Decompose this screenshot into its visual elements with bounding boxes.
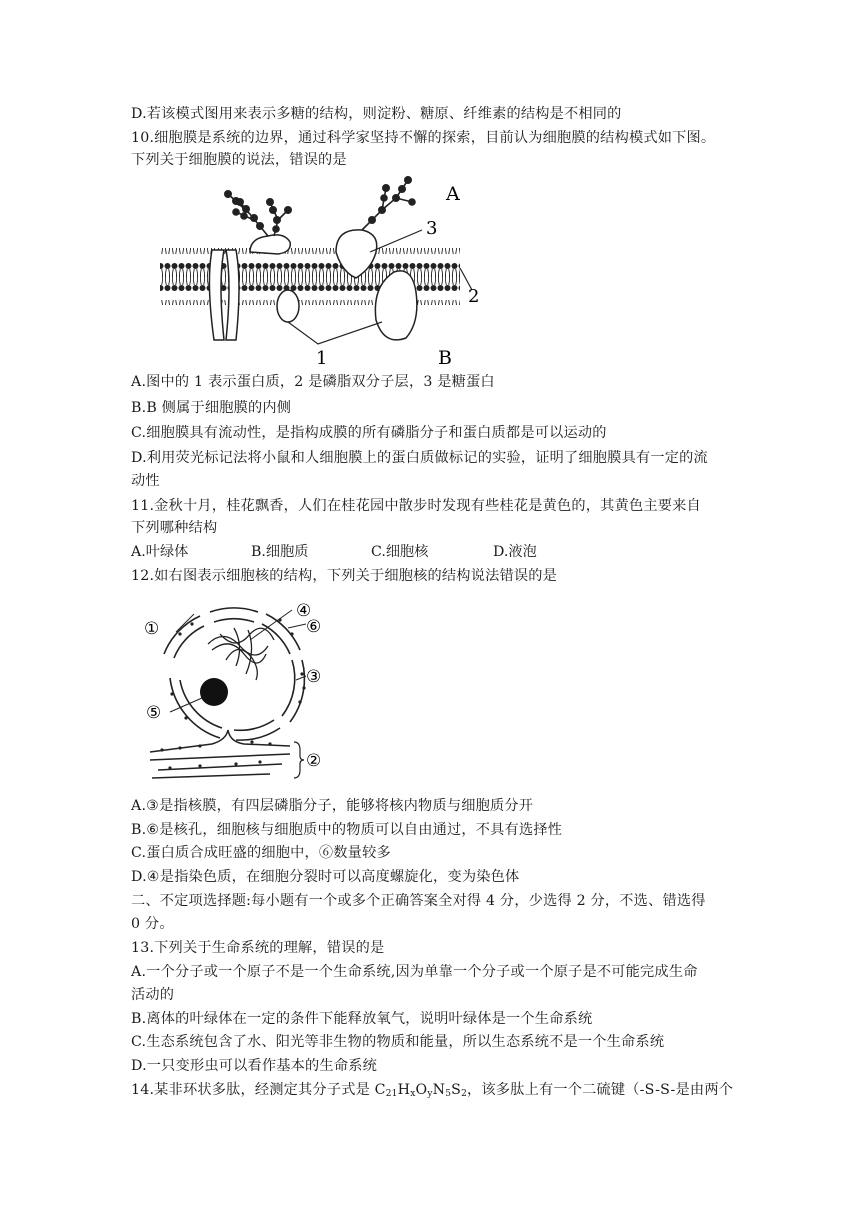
- nucleus-label-6: ⑥: [306, 617, 322, 637]
- q11-option-c: C.细胞核: [371, 544, 429, 560]
- membrane-label-1: 1: [316, 348, 328, 369]
- q10-option-b: B.B 侧属于细胞膜的内侧: [131, 400, 292, 416]
- section-two-heading-line1: 二、不定项选择题:每小题有一个或多个正确答案全对得 4 分，少选得 2 分，不选、错选得: [131, 893, 706, 909]
- membrane-label-a: A: [446, 183, 460, 205]
- q11-stem-line2: 下列哪种结构: [131, 520, 218, 536]
- q13-option-a-line1: A.一个分子或一个原子不是一个生命系统,因为单靠一个分子或一个原子是不可能完成生命: [131, 964, 698, 980]
- formula-o-count: y: [427, 1089, 433, 1099]
- q10-stem-line2: 下列关于细胞膜的说法，错误的是: [131, 152, 347, 168]
- sugar-chain-left: [225, 191, 291, 236]
- membrane-label-b: B: [438, 347, 452, 369]
- q12-option-b: B.⑥是核孔，细胞核与细胞质中的物质可以自由通过，不具有选择性: [131, 822, 563, 838]
- formula-h-count: x: [410, 1089, 416, 1099]
- membrane-label-3: 3: [426, 218, 438, 239]
- q12-option-c: C.蛋白质合成旺盛的细胞中，⑥数量较多: [131, 845, 391, 861]
- lipid-layer-outer: [160, 248, 460, 277]
- nuclear-envelope: [164, 608, 304, 740]
- protein-small: [277, 290, 299, 322]
- q12-option-a: A.③是指核膜，有四层磷脂分子，能够将核内物质与细胞质分开: [131, 798, 534, 814]
- nucleus-label-3: ③: [306, 667, 322, 687]
- q10-stem-line1: 10.细胞膜是系统的边界，通过科学家坚持不懈的探索，目前认为细胞膜的结构模式如下图。: [131, 130, 716, 146]
- sugar-chain-right: [362, 177, 415, 230]
- formula-n-count: 5: [445, 1089, 452, 1099]
- nucleus-label-5: ⑤: [146, 703, 162, 723]
- q11-option-d: D.液泡: [493, 544, 537, 560]
- nucleus-label-4: ④: [296, 601, 312, 621]
- chromatin: [208, 628, 274, 680]
- formula-s-count: 2: [461, 1089, 468, 1099]
- q10-option-d-line2: 动性: [131, 473, 160, 489]
- q11-options: [131, 541, 537, 563]
- q10-option-a: A.图中的 1 表示蛋白质，2 是磷脂双分子层，3 是糖蛋白: [131, 374, 495, 390]
- nucleus-figure: [140, 594, 340, 786]
- membrane-label-2: 2: [468, 286, 480, 307]
- q14-stem-post: ，该多肽上有一个二硫键（-S-S-是由两个: [467, 1082, 734, 1098]
- nucleolus: [200, 678, 228, 706]
- q13-option-d: D.一只变形虫可以看作基本的生命系统: [131, 1058, 377, 1074]
- nucleus-label-2: ②: [306, 751, 322, 771]
- q9-option-d: D.若该模式图用来表示多糖的结构，则淀粉、糖原、纤维素的结构是不相同的: [131, 106, 622, 122]
- q11-option-a: A.叶绿体: [131, 544, 189, 560]
- formula-c-count: 21: [385, 1089, 398, 1099]
- surface-protein-left: [250, 235, 290, 254]
- q12-stem: 12.如右图表示细胞核的结构，下列关于细胞核的结构说法错误的是: [131, 568, 558, 584]
- q11-option-b: B.细胞质: [251, 544, 309, 560]
- q13-option-b: B.离体的叶绿体在一定的条件下能释放氧气，说明叶绿体是一个生命系统: [131, 1011, 593, 1027]
- q13-option-c: C.生态系统包含了水、阳光等非生物的物质和能量，所以生态系统不是一个生命系统: [131, 1034, 665, 1050]
- cell-membrane-figure: [150, 172, 500, 372]
- q10-option-d-line1: D.利用荧光标记法将小鼠和人细胞膜上的蛋白质做标记的实验，证明了细胞膜具有一定的流: [131, 450, 708, 466]
- nucleus-label-1: ①: [144, 619, 160, 639]
- q11-stem-line1: 11.金秋十月，桂花飘香，人们在桂花园中散步时发现有些桂花是黄色的，其黄色主要来自: [131, 498, 701, 514]
- q14-stem: 14.某非环状多肽，经测定其分子式是 $C_{21}H_xO_yN_5S_2$，该多肽上有一个二硫键（-S-S-是由两个: [131, 1082, 734, 1099]
- section-two-heading-line2: 0 分。: [131, 916, 174, 932]
- q14-stem-pre: 14.某非环状多肽，经测定其分子式是 C: [131, 1082, 386, 1098]
- q10-option-c: C.细胞膜具有流动性，是指构成膜的所有磷脂分子和蛋白质都是可以运动的: [131, 425, 607, 441]
- q12-option-d: D.④是指染色质，在细胞分裂时可以高度螺旋化，变为染色体: [131, 869, 520, 885]
- q13-stem: 13.下列关于生命系统的理解，错误的是: [131, 940, 385, 956]
- q13-option-a-line2: 活动的: [131, 987, 175, 1003]
